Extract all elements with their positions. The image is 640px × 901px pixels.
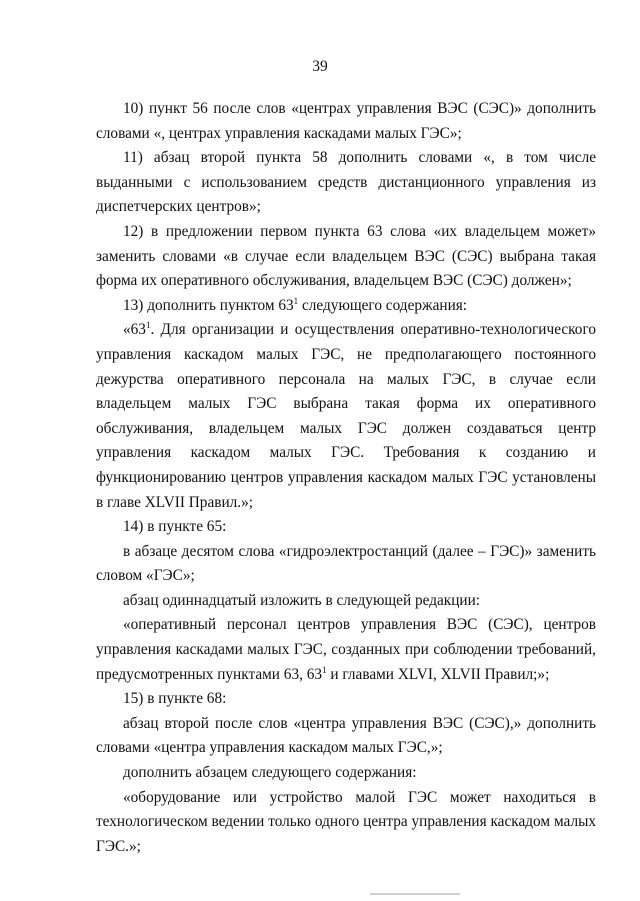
paragraph-item-13 <box>96 294 596 319</box>
paragraph-item-14b: абзац одиннадцатый изложить в следующей редакции: <box>123 591 481 609</box>
paragraph-text: и главами XLVI, XLVII Правил;»; <box>326 665 550 683</box>
paragraph-item-12: 12) в предложении первом пункта 63 слова «их владельцем может» заменить словами «в случае если владельцем ВЭС (СЭС) выбрана такая форма их оперативного обслуживания, владельцем ВЭС (СЭС) должен»; <box>96 222 596 290</box>
paragraph-text: . Для организации и осуществления оперативно-технологического управления каскадом малых ГЭС, не предполагающего постоянного дежурства оперативного персонала на малых ГЭС, в случае если владельцем малых ГЭС выбрана такая форма их оперативного обслуживания, владельцем малых ГЭС должен создаваться центр управления каскадом малых ГЭС. Требования к созданию и функционированию центров управления каскадом малых ГЭС установлены в главе XLVII Правил.»; <box>96 321 596 511</box>
superscript: 1 <box>322 664 327 675</box>
paragraph-item-15: 15) в пункте 68: <box>123 690 227 708</box>
paragraph-text: «63 <box>123 321 146 339</box>
paragraph-text: «оперативный персонал центров управления ВЭС (СЭС), центров управления каскадами малых ГЭС, созданных при соблюдении требований, предусмотренных пунктами 63, 63 <box>96 616 596 683</box>
document-body <box>96 97 596 859</box>
superscript: 1 <box>293 295 299 306</box>
paragraph-item-11: 11) абзац второй пункта 58 дополнить словами «, в том числе выданными с использованием средств дистанционного управления из диспетчерских центров»; <box>96 149 596 216</box>
scan-artifact <box>370 893 460 895</box>
page-number: 39 <box>312 58 328 75</box>
superscript: 1 <box>145 320 151 331</box>
paragraph-item-14a: в абзаце десятом слова «гидроэлектростанций (далее – ГЭС)» заменить словом «ГЭС»; <box>96 542 596 585</box>
paragraph-item-15b: дополнить абзацем следующего содержания: <box>123 764 417 782</box>
paragraph-text: 13) дополнить пунктом 63 <box>123 296 294 314</box>
paragraph-item-15c: «оборудование или устройство малой ГЭС может находиться в технологическом ведении только одного центра управления каскадом малых ГЭС.»; <box>96 788 596 855</box>
paragraph-item-15a: абзац второй после слов «центра управления ВЭС (СЭС),» дополнить словами «центра управления каскадом малых ГЭС,»; <box>96 714 596 757</box>
paragraph-text: следующего содержания: <box>298 296 468 314</box>
paragraph-item-63-1 <box>96 318 596 515</box>
paragraph-item-10: 10) пункт 56 после слов «центрах управления ВЭС (СЭС)» дополнить словами «, центрах управления каскадами малых ГЭС»; <box>96 100 596 142</box>
paragraph-item-14c <box>96 613 596 687</box>
paragraph-item-14: 14) в пункте 65: <box>123 518 227 536</box>
